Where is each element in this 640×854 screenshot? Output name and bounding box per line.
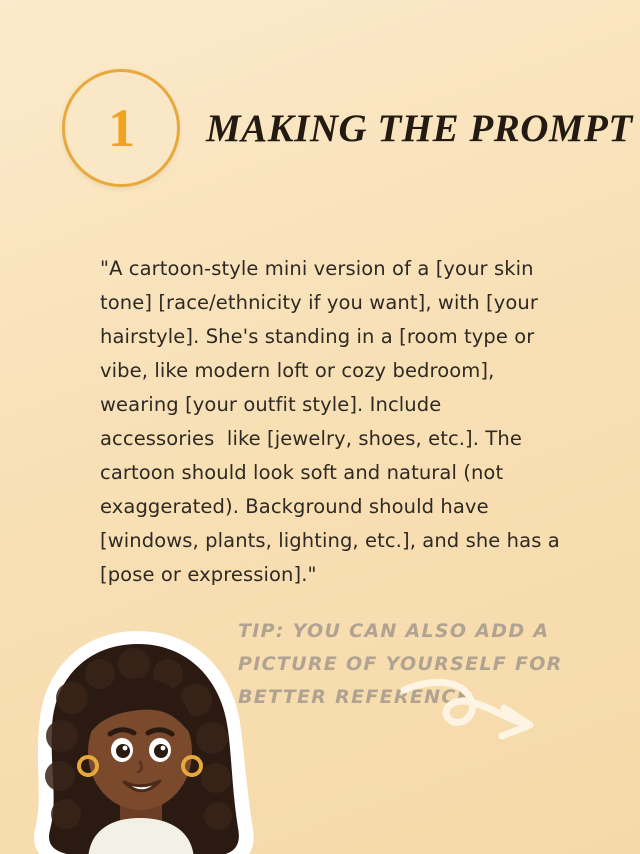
- prompt-text: "A cartoon-style mini version of a [your skin tone] [race/ethnicity if you want], with [your hairstyle]. She's standing in a [room type or vibe, like modern loft or cozy bedroom], wearing [your outfit style]. Include accessories like [jewelry, shoes, etc.]. The cartoon should look soft and natural (not exaggerated). Background should have [windows, plants, lighting, etc.], and she has a [pose or expression].": [100, 256, 567, 586]
- header: [62, 72, 633, 184]
- prompt-block: [100, 232, 567, 611]
- avatar: [26, 630, 256, 854]
- tip-text: TIP: YOU CAN ALSO ADD A PICTURE OF YOURSELF FOR BETTER REFERENCE: [238, 620, 563, 708]
- page-title: MAKING THE PROMPT: [206, 106, 633, 150]
- tip-block: [238, 596, 636, 733]
- step-number: 1: [108, 98, 134, 158]
- step-badge: [62, 69, 180, 187]
